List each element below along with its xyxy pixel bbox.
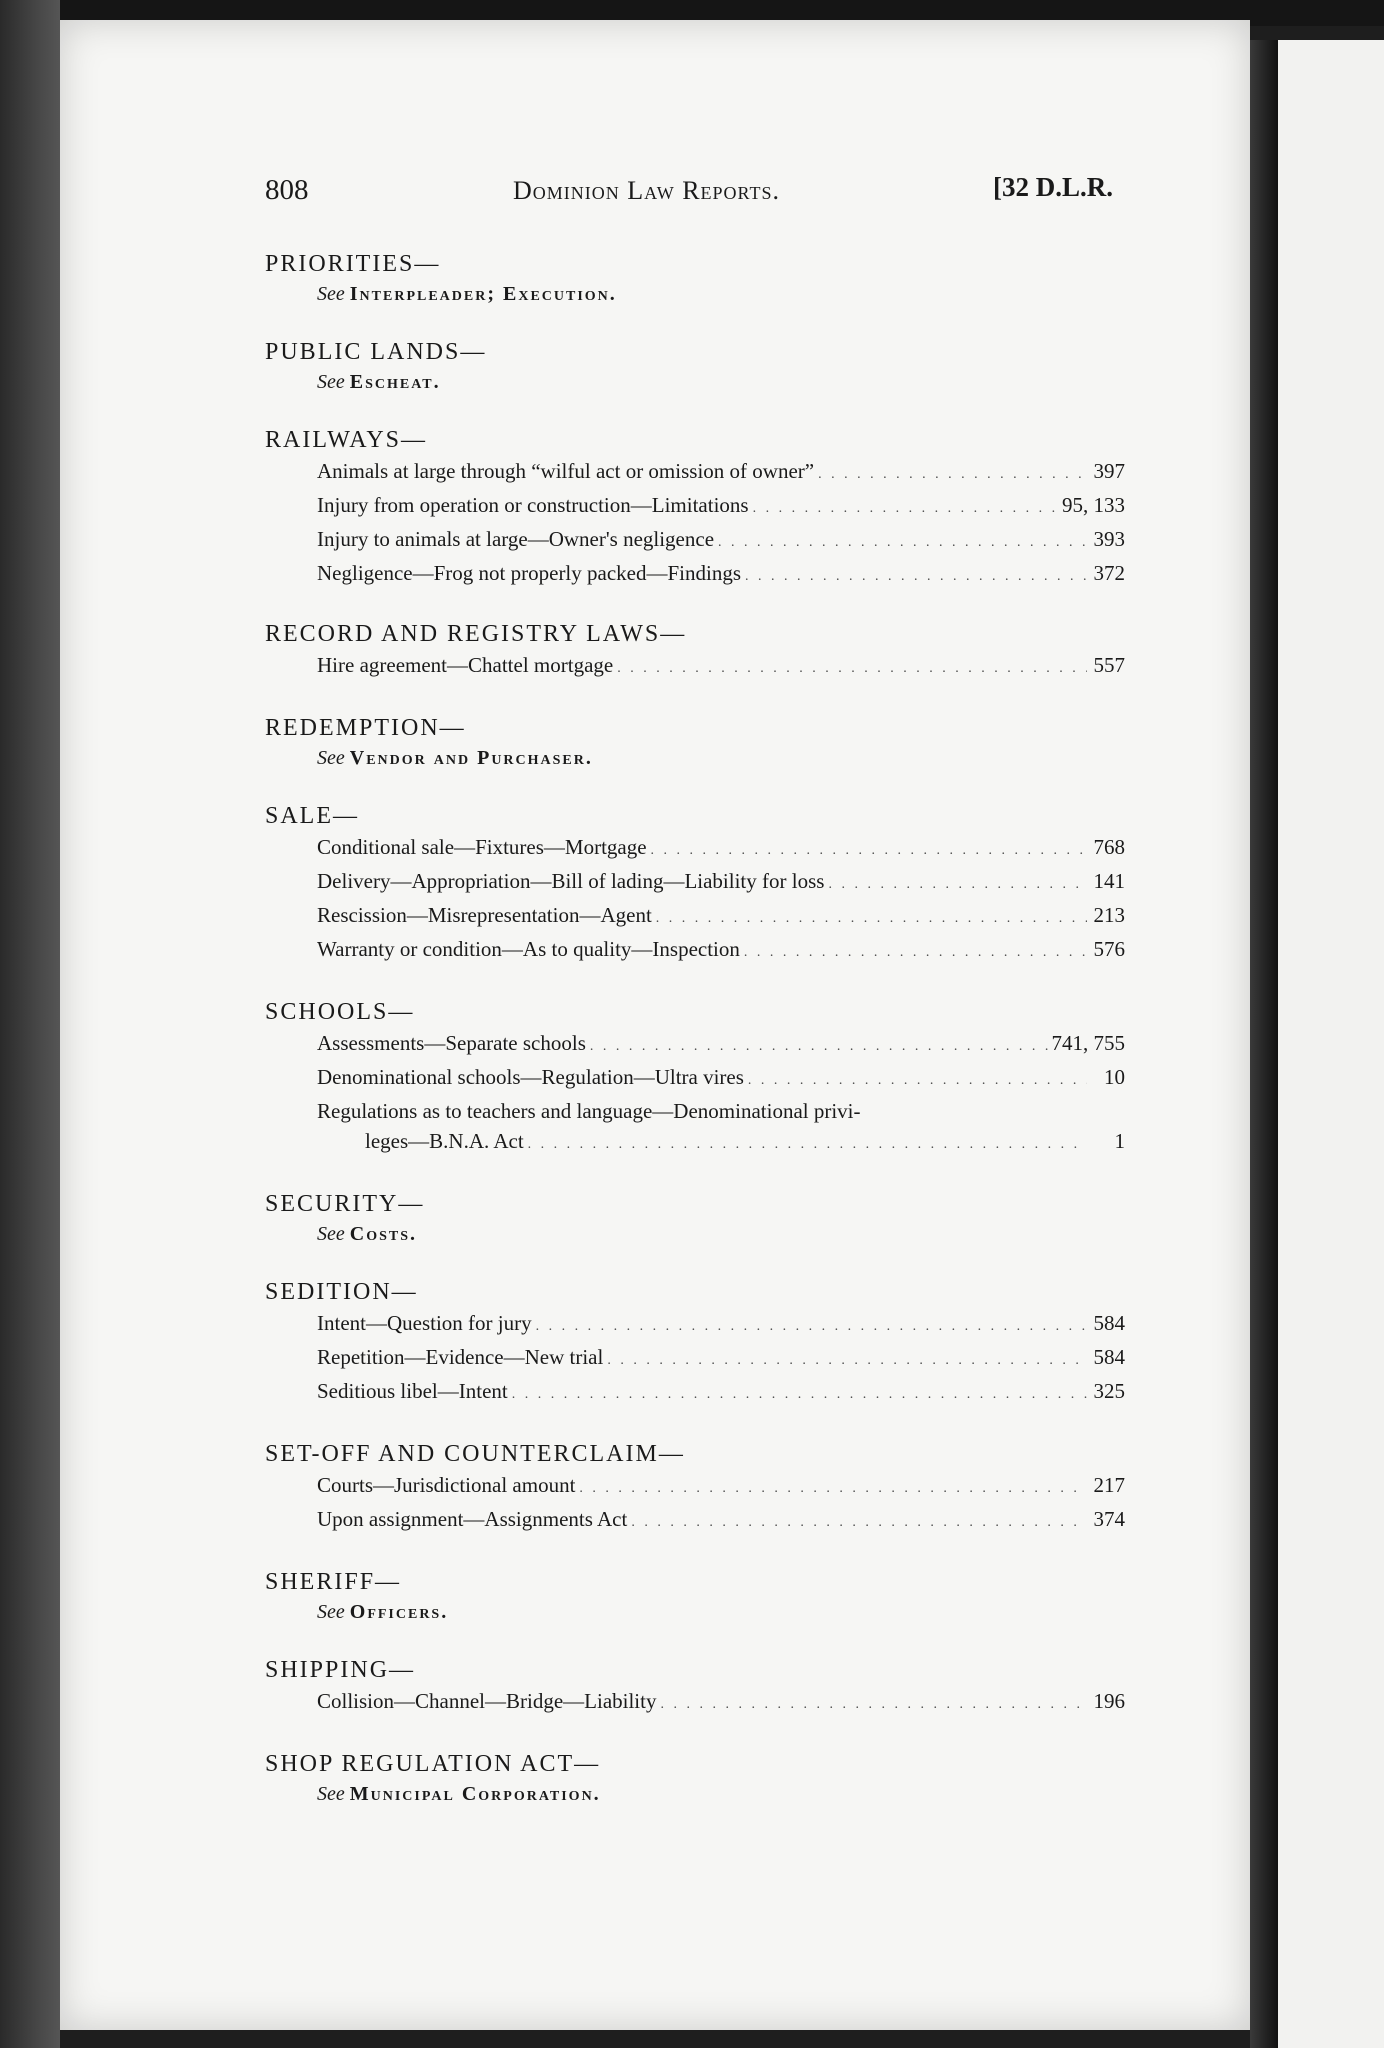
entry-page: 196 [1093, 1689, 1125, 1713]
index-section-redemption [265, 712, 1125, 772]
index-entry [265, 650, 1125, 684]
entry-text: Intent—Question for jury [317, 1311, 532, 1335]
section-heading: PRIORITIES— [265, 251, 441, 277]
index-entry [265, 1376, 1125, 1410]
entry-page: 557 [1093, 653, 1125, 677]
section-heading: SET-OFF AND COUNTERCLAIM— [265, 1441, 685, 1467]
leader-dots [536, 1312, 1087, 1342]
index-entry [265, 1062, 1125, 1096]
section-heading: RAILWAYS— [265, 427, 428, 453]
entry-text: Collision—Channel—Bridge—Liability [317, 1689, 657, 1713]
index-section-sedition [265, 1276, 1125, 1410]
see-target: Officers. [349, 1601, 449, 1623]
index-section-public-lands [265, 336, 1125, 396]
index-entry [265, 934, 1125, 968]
see-target: Costs. [349, 1223, 418, 1245]
index-section-set-off-and-counterclaim [265, 1438, 1125, 1538]
see-reference [265, 1220, 1125, 1248]
index-entry [265, 1470, 1125, 1504]
entry-page: 576 [1093, 937, 1125, 961]
entry-text: Warranty or condition—As to quality—Inspection [317, 937, 740, 961]
entry-text: Courts—Jurisdictional amount [317, 1473, 576, 1497]
entry-page: 325 [1093, 1379, 1125, 1403]
leader-dots [512, 1380, 1087, 1410]
see-word: See [317, 1783, 345, 1805]
index-entry [265, 1504, 1125, 1538]
index-section-shipping [265, 1654, 1125, 1720]
page-header [265, 170, 1125, 214]
leader-dots [656, 904, 1087, 934]
entry-page: 372 [1093, 561, 1125, 585]
see-reference [265, 1598, 1125, 1626]
leader-dots [528, 1130, 1087, 1160]
index-entry-wrapped [265, 1096, 1125, 1160]
leader-dots [828, 870, 1087, 900]
section-heading: REDEMPTION— [265, 715, 466, 741]
entry-page: 213 [1093, 903, 1125, 927]
index-entry [265, 832, 1125, 866]
leader-dots [651, 836, 1087, 866]
section-heading: SHOP REGULATION ACT— [265, 1751, 601, 1777]
section-heading: SEDITION— [265, 1279, 418, 1305]
entry-text: Assessments—Separate schools [317, 1031, 586, 1055]
entry-text: Animals at large through “wilful act or omission of owner” [317, 459, 815, 483]
index-section-priorities [265, 248, 1125, 308]
entry-text: Injury to animals at large—Owner's negligence [317, 527, 715, 551]
section-heading: SHERIFF— [265, 1569, 402, 1595]
entry-text: Denominational schools—Regulation—Ultra vires [317, 1065, 744, 1089]
entry-page: 584 [1093, 1311, 1125, 1335]
index-section-record-and-registry-laws [265, 618, 1125, 684]
section-heading: SECURITY— [265, 1191, 425, 1217]
index-entry [265, 524, 1125, 558]
entry-page: 95, 133 [1062, 493, 1125, 517]
see-target: Interpleader; Execution. [349, 283, 617, 305]
entry-text: Delivery—Appropriation—Bill of lading—Liability for loss [317, 869, 825, 893]
see-reference [265, 280, 1125, 308]
entry-text-line1: Regulations as to teachers and language—Denominational privi- [317, 1099, 861, 1123]
entry-page: 741, 755 [1051, 1031, 1125, 1055]
facing-page-edge [1278, 40, 1384, 2048]
see-word: See [317, 747, 345, 769]
see-target: Municipal Corporation. [349, 1783, 601, 1805]
leader-dots [744, 938, 1087, 968]
see-target: Vendor and Purchaser. [349, 747, 593, 769]
leader-dots [660, 1690, 1087, 1720]
leader-dots [631, 1508, 1087, 1538]
see-word: See [317, 1601, 345, 1623]
index-entry [265, 1308, 1125, 1342]
entry-text: Seditious libel—Intent [317, 1379, 508, 1403]
section-heading: SCHOOLS— [265, 999, 415, 1025]
page-number: 808 [265, 174, 309, 206]
entry-page: 141 [1093, 869, 1125, 893]
leader-dots [579, 1474, 1087, 1504]
leader-dots [718, 528, 1087, 558]
index-entry [265, 456, 1125, 490]
scan-left-edge [0, 0, 60, 2048]
entry-page: 393 [1093, 527, 1125, 551]
entry-text-line2-row [317, 1126, 1125, 1160]
see-reference [265, 1780, 1125, 1808]
entry-text-line2: leges—B.N.A. Act [365, 1129, 524, 1153]
see-word: See [317, 1223, 345, 1245]
see-word: See [317, 283, 345, 305]
volume-reference: [32 D.L.R. [993, 172, 1113, 202]
index-section-sheriff [265, 1566, 1125, 1626]
section-heading: RECORD AND REGISTRY LAWS— [265, 621, 687, 647]
book-gutter [1250, 40, 1278, 2048]
see-word: See [317, 371, 345, 393]
see-reference [265, 368, 1125, 396]
index-section-railways [265, 424, 1125, 592]
section-heading: SALE— [265, 803, 359, 829]
leader-dots [617, 654, 1087, 684]
index-entry [265, 900, 1125, 934]
index-section-shop-regulation-act [265, 1748, 1125, 1808]
section-heading: PUBLIC LANDS— [265, 339, 487, 365]
leader-dots [748, 1066, 1087, 1096]
entry-text: Negligence—Frog not properly packed—Findings [317, 561, 741, 585]
entry-page: 584 [1093, 1345, 1125, 1369]
leader-dots [753, 494, 1058, 524]
entry-page: 768 [1093, 835, 1125, 859]
index-section-schools [265, 996, 1125, 1160]
leader-dots [590, 1032, 1048, 1062]
entry-text: Hire agreement—Chattel mortgage [317, 653, 614, 677]
entry-text: Upon assignment—Assignments Act [317, 1507, 628, 1531]
leader-dots [818, 460, 1087, 490]
entry-page: 217 [1093, 1473, 1125, 1497]
entry-page: 374 [1093, 1507, 1125, 1531]
leader-dots [745, 562, 1087, 592]
index-entry [265, 866, 1125, 900]
see-reference [265, 744, 1125, 772]
index-entry [265, 490, 1125, 524]
index-entry [265, 1028, 1125, 1062]
section-heading: SHIPPING— [265, 1657, 416, 1683]
index-page-content [265, 170, 1125, 1808]
running-title: Dominion Law Reports. [513, 176, 780, 205]
entry-text: Rescission—Misrepresentation—Agent [317, 903, 652, 927]
leader-dots [607, 1346, 1087, 1376]
entry-text: Injury from operation or construction—Limitations [317, 493, 749, 517]
index-section-security [265, 1188, 1125, 1248]
entry-text: Conditional sale—Fixtures—Mortgage [317, 835, 647, 859]
index-entry [265, 1686, 1125, 1720]
entry-page: 1 [1114, 1129, 1125, 1153]
index-entry [265, 1342, 1125, 1376]
see-target: Escheat. [349, 371, 441, 393]
entry-text: Repetition—Evidence—New trial [317, 1345, 604, 1369]
index-entry [265, 558, 1125, 592]
entry-page: 10 [1104, 1065, 1125, 1089]
index-section-sale [265, 800, 1125, 968]
entry-page: 397 [1093, 459, 1125, 483]
